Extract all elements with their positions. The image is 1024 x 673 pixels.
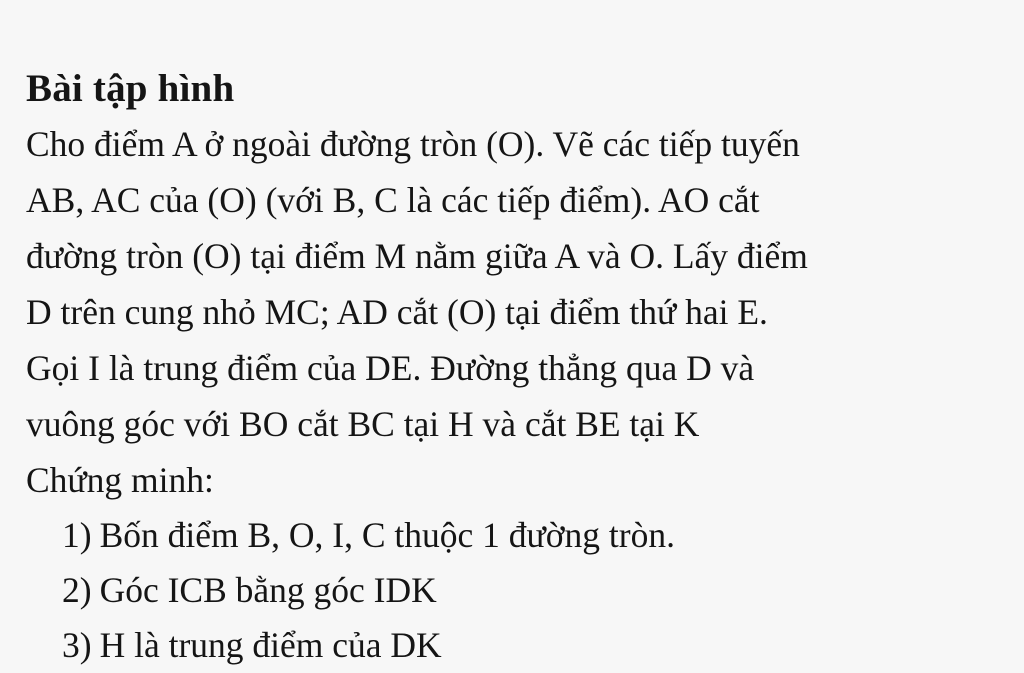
problem-line: Gọi I là trung điểm của DE. Đường thẳng qua D và — [26, 348, 755, 388]
task-text: Góc ICB bằng góc IDK — [99, 570, 437, 610]
task-text: Bốn điểm B, O, I, C thuộc 1 đường tròn. — [99, 515, 675, 555]
prove-label: Chứng minh: — [26, 460, 214, 500]
task-number: 3) — [62, 625, 92, 665]
task-item — [62, 563, 1024, 618]
exercise-title: Bài tập hình — [26, 67, 235, 110]
problem-line: D trên cung nhỏ MC; AD cắt (O) tại điểm thứ hai E. — [26, 292, 768, 332]
problem-line: Cho điểm A ở ngoài đường tròn (O). Vẽ các tiếp tuyến — [26, 124, 800, 164]
task-item — [62, 618, 1024, 673]
problem-line: đường tròn (O) tại điểm M nằm giữa A và O. Lấy điểm — [26, 236, 808, 276]
problem-line: vuông góc với BO cắt BC tại H và cắt BE tại K — [26, 404, 700, 444]
task-number: 1) — [62, 515, 92, 555]
task-number: 2) — [62, 570, 92, 610]
problem-statement — [26, 116, 1016, 452]
task-list — [26, 508, 1024, 673]
problem-line: AB, AC của (O) (với B, C là các tiếp điểm). AO cắt — [26, 180, 760, 220]
task-text: H là trung điểm của DK — [99, 625, 442, 665]
task-item — [62, 508, 1024, 563]
